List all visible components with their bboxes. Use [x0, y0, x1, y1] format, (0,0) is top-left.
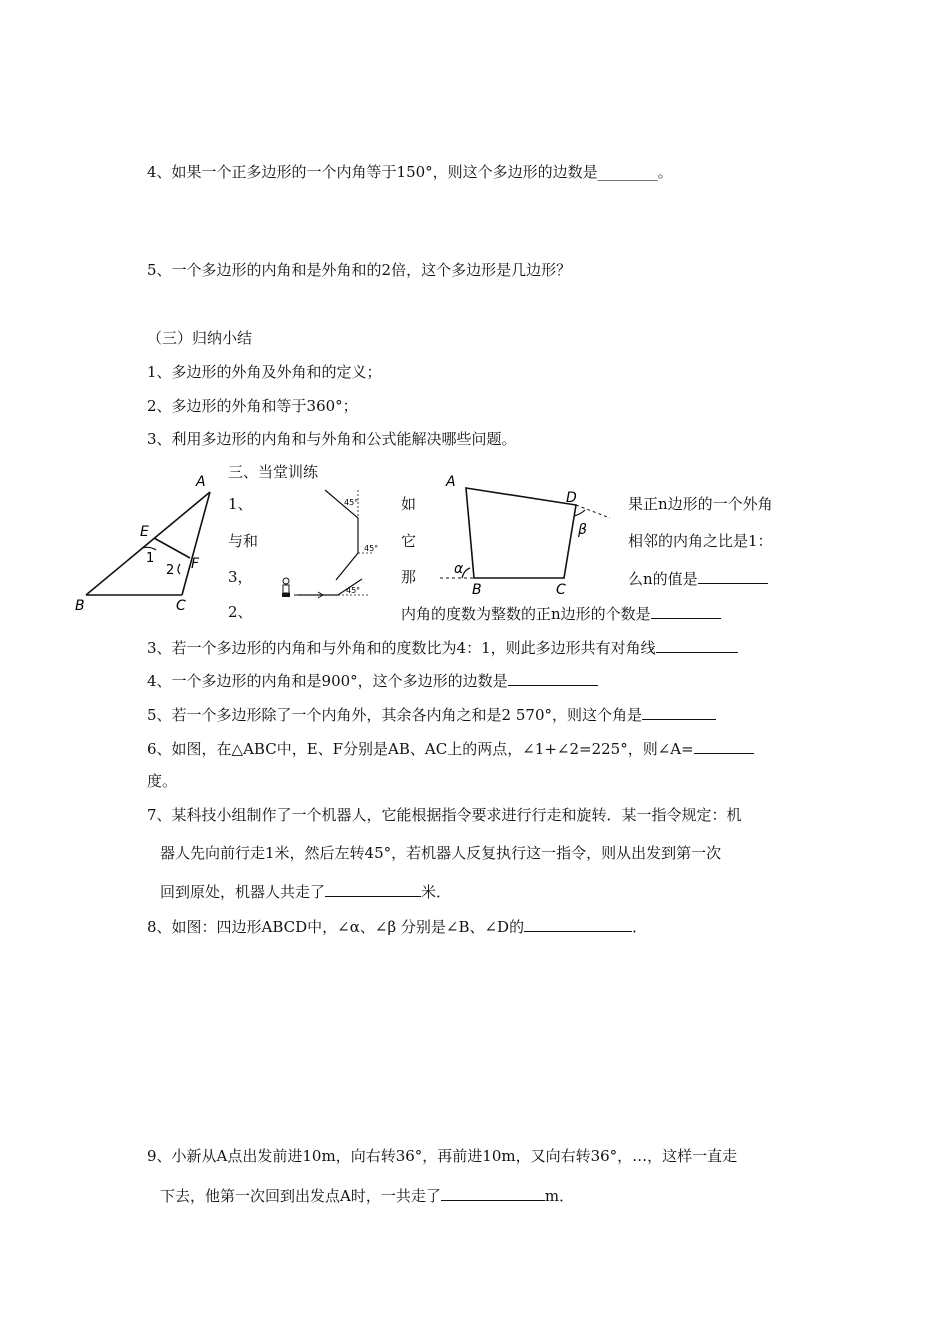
- robot-arrow: [294, 592, 323, 598]
- quad-label-beta: β: [578, 522, 587, 538]
- question-5: [147, 703, 716, 725]
- question-4-text: 4、一个多边形的内角和是900°，这个多边形的边数是: [147, 672, 508, 690]
- question-7-unit: 米．: [421, 883, 452, 901]
- quad-label-alpha: α: [454, 561, 464, 577]
- practice-row3-c-wrap: [628, 567, 768, 589]
- answer-blank-angle-a[interactable]: [694, 737, 754, 754]
- robot-angle-top: 45°: [344, 498, 359, 507]
- quad-label-d: D: [566, 490, 577, 506]
- robot-angle-mid: 45°: [364, 544, 379, 553]
- question-5-top: 5、一个多边形的内角和是外角和的2倍，这个多边形是几边形？: [147, 261, 572, 279]
- question-8-end: ．: [632, 918, 648, 936]
- triangle-figure: [70, 470, 220, 615]
- quad-label-c: C: [556, 582, 566, 598]
- question-6-text: 6、如图，在△ABC中，E、F分别是AB、AC上的两点，∠1+∠2=225°，则∠A=: [147, 740, 694, 758]
- practice-row3-b: 那: [401, 568, 417, 586]
- question-7-line3: [160, 880, 451, 902]
- practice-row4-b-wrap: [401, 602, 721, 624]
- answer-blank-total-distance[interactable]: [441, 1184, 545, 1201]
- practice-row2-b: 它: [401, 532, 417, 550]
- quad-label-a: A: [446, 474, 456, 490]
- question-6-line2: 度。: [147, 772, 178, 790]
- triangle-label-2: 2: [166, 563, 175, 578]
- practice-row2-a: 与和: [228, 532, 259, 550]
- triangle-label-c: C: [176, 598, 186, 614]
- quadrilateral-figure: [440, 470, 620, 610]
- practice-row1-a: 1、: [228, 495, 253, 513]
- triangle-label-f: F: [191, 556, 200, 572]
- robot-angle-bottom: 45°: [346, 586, 361, 595]
- practice-row2-c: 相邻的内角之比是1：: [628, 532, 773, 550]
- question-9-unit: m．: [544, 1187, 575, 1205]
- practice-row1-c: 果正n边形的一个外角: [628, 495, 773, 513]
- question-7-text: 回到原处，机器人共走了: [160, 883, 326, 901]
- question-3: [147, 636, 738, 658]
- triangle-label-b: B: [75, 598, 85, 614]
- robot-icon: [282, 578, 290, 597]
- question-3-text: 3、若一个多边形的内角和与外角和的度数比为4：1，则此多边形共有对角线: [147, 639, 656, 657]
- summary-item-1: 1、多边形的外角及外角和的定义；: [147, 363, 382, 381]
- summary-item-3: 3、利用多边形的内角和与外角和公式能解决哪些问题。: [147, 430, 517, 448]
- answer-blank-polygon-count[interactable]: [651, 602, 721, 619]
- robot-path-figure: [278, 485, 378, 605]
- answer-blank-n-value[interactable]: [698, 567, 768, 584]
- quad-label-b: B: [472, 582, 482, 598]
- practice-row4-a: 2、: [228, 603, 253, 621]
- practice-row1-b: 如: [401, 495, 417, 513]
- answer-blank-angle-relation[interactable]: [524, 915, 632, 932]
- question-9-line1: 9、小新从A点出发前进10m，向右转36°，再前进10m，又向右转36°，…，这样一直走: [147, 1147, 738, 1165]
- practice-row4-b: 内角的度数为整数的正n边形的个数是: [401, 605, 651, 623]
- question-7-line1: 7、某科技小组制作了一个机器人，它能根据指令要求进行行走和旋转．某一指令规定：机: [147, 806, 742, 824]
- triangle-label-e: E: [140, 524, 149, 540]
- question-8: [147, 915, 647, 937]
- practice-row3-a: 3，: [228, 568, 253, 586]
- practice-heading: 三、当堂训练: [228, 463, 319, 481]
- answer-blank-angle[interactable]: [642, 703, 716, 720]
- triangle-label-a: A: [196, 474, 206, 490]
- question-8-text: 8、如图：四边形ABCD中，∠α、∠β 分别是∠B、∠D的: [147, 918, 525, 936]
- question-7-line2: 器人先向前行走1米，然后左转45°，若机器人反复执行这一指令，则从出发到第一次: [160, 844, 722, 862]
- answer-blank-distance[interactable]: [325, 880, 421, 897]
- question-5-text: 5、若一个多边形除了一个内角外，其余各内角之和是2 570°，则这个角是: [147, 706, 642, 724]
- triangle-label-1: 1: [146, 551, 155, 566]
- question-4-top: 4、如果一个正多边形的一个内角等于150°，则这个多边形的边数是________。: [147, 163, 673, 181]
- answer-blank-diagonals[interactable]: [656, 636, 738, 653]
- summary-item-2: 2、多边形的外角和等于360°；: [147, 397, 358, 415]
- question-4: [147, 669, 598, 691]
- question-9-line2: [160, 1184, 574, 1206]
- question-9-text: 下去，他第一次回到出发点A时，一共走了: [160, 1187, 441, 1205]
- summary-heading: （三）归纳小结: [147, 329, 253, 347]
- answer-blank-sides[interactable]: [508, 669, 598, 686]
- question-6-line1: [147, 737, 754, 759]
- practice-row3-c: 么n的值是: [628, 570, 698, 588]
